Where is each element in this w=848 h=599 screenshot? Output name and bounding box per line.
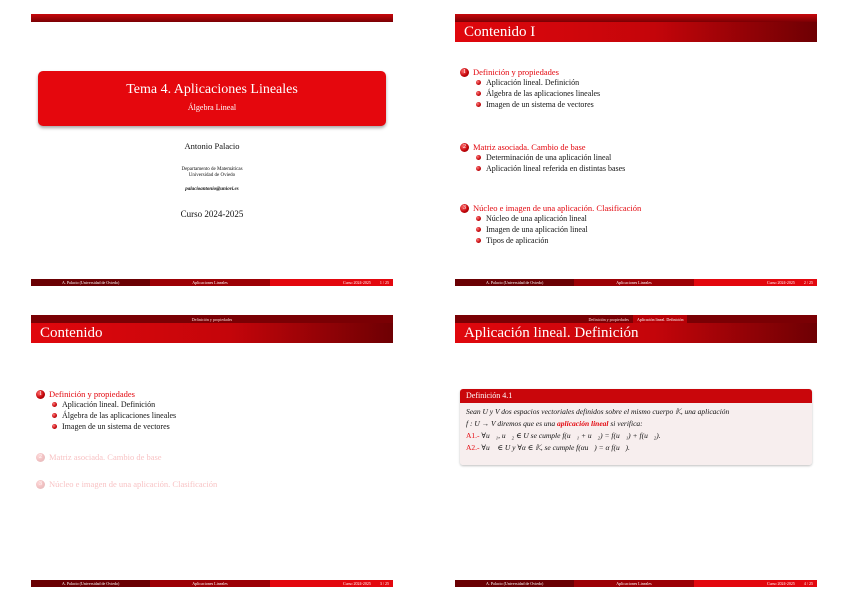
definition-line: Sean U y V dos espacios vectoriales definidos sobre el mismo cuerpo 𝕂, una aplicación: [466, 407, 730, 416]
slide-contents-1: [455, 14, 817, 286]
section-label: Núcleo e imagen de una aplicación. Clasificación: [473, 203, 642, 213]
subsection-label: Aplicación lineal. Definición: [62, 400, 156, 409]
section-label: Matriz asociada. Cambio de base: [473, 142, 586, 152]
axiom-text: ∀u⃗₁, u⃗₂ ∈ U se cumple f(u⃗₁ + u⃗₂) = f(u⃗₁) + f(u⃗₂).: [481, 431, 661, 440]
toc-section-title[interactable]: [36, 389, 176, 399]
section-number-icon: 1: [460, 68, 469, 77]
slide-contents-2: [31, 315, 393, 587]
subsection-label: Determinación de una aplicación lineal: [486, 153, 612, 162]
title-box: [38, 71, 386, 126]
footer-author: A. Palacio (Universidad de Oviedo): [455, 580, 574, 587]
toc-section-title[interactable]: [36, 479, 217, 489]
toc-section: [36, 389, 176, 432]
navigation-strip: [455, 315, 817, 323]
slide-title: [31, 14, 393, 286]
footer-course: Curso 2024-2025: [766, 581, 795, 586]
bullet-icon: [476, 102, 481, 107]
footer-author: A. Palacio (Universidad de Oviedo): [455, 279, 574, 286]
page-number: 2 / 25: [803, 280, 813, 285]
toc-subsection[interactable]: [52, 421, 176, 432]
bullet-icon: [476, 238, 481, 243]
page-number: 4 / 25: [803, 581, 813, 586]
bullet-icon: [52, 424, 57, 429]
author-name: Antonio Palacio: [184, 141, 240, 151]
footer-author: A. Palacio (Universidad de Oviedo): [31, 580, 150, 587]
toc-section: [460, 67, 600, 110]
bullet-icon: [52, 413, 57, 418]
nav-section[interactable]: Definición y propiedades: [191, 317, 233, 322]
toc-section-title[interactable]: [460, 67, 600, 77]
axiom-label: A1.-: [466, 431, 480, 440]
frame-title-bar: [31, 323, 393, 343]
footer-right: [270, 279, 393, 286]
page-number: 3 / 25: [379, 581, 389, 586]
subsection-label: Imagen de un sistema de vectores: [486, 100, 594, 109]
toc-section: [460, 142, 625, 174]
bullet-icon: [476, 227, 481, 232]
footer-title: Aplicaciones Lineales: [574, 279, 693, 286]
bullet-icon: [476, 155, 481, 160]
bullet-icon: [476, 216, 481, 221]
toc-section: [460, 203, 641, 246]
institution: [31, 167, 393, 179]
footer: [455, 580, 817, 587]
section-label: Matriz asociada. Cambio de base: [49, 452, 162, 462]
footer-author: A. Palacio (Universidad de Oviedo): [31, 279, 150, 286]
presentation-title: Tema 4. Aplicaciones Lineales: [126, 82, 298, 97]
nav-section[interactable]: Definición y propiedades: [588, 317, 629, 322]
footer-course: Curso 2024-2025: [342, 581, 371, 586]
toc-subsection[interactable]: [52, 410, 176, 421]
subsection-label: Aplicación lineal. Definición: [486, 78, 580, 87]
page-number: 1 / 25: [379, 280, 389, 285]
toc-section-title[interactable]: [36, 452, 162, 462]
frame-title: Contenido: [40, 325, 103, 341]
bullet-icon: [52, 402, 57, 407]
footer: [31, 580, 393, 587]
subsection-label: Álgebra de las aplicaciones lineales: [486, 89, 601, 98]
subsection-label: Núcleo de una aplicación lineal: [486, 214, 587, 223]
presentation-subtitle: Álgebra Lineal: [187, 103, 237, 112]
footer-right: [694, 279, 817, 286]
toc-section-title[interactable]: [460, 203, 641, 213]
footer-course: Curso 2024-2025: [766, 280, 795, 285]
section-number-icon: 2: [460, 143, 469, 152]
section-number-icon: 2: [36, 453, 45, 462]
footer-right: [270, 580, 393, 587]
slide-definition: [455, 315, 817, 587]
frame-title-bar: [455, 22, 817, 42]
toc-subsection[interactable]: [476, 152, 625, 163]
toc-subsection[interactable]: [476, 213, 641, 224]
subsection-label: Aplicación lineal referida en distintas bases: [486, 164, 626, 173]
section-number-icon: 1: [36, 390, 45, 399]
bullet-icon: [476, 91, 481, 96]
definition-line: [466, 418, 806, 430]
toc-section-dimmed: [36, 452, 162, 462]
toc-subsection[interactable]: [476, 163, 625, 174]
toc-subsection[interactable]: [476, 77, 600, 88]
subsection-label: Imagen de una aplicación lineal: [486, 225, 588, 234]
nav-subsection-current[interactable]: Aplicación lineal. Definición: [633, 315, 688, 323]
axiom-a2: [466, 442, 806, 454]
university: Universidad de Oviedo: [188, 173, 236, 178]
bullet-icon: [476, 166, 481, 171]
frame-title-bar: [455, 323, 817, 343]
subsection-label: Imagen de un sistema de vectores: [62, 422, 170, 431]
section-number-icon: 3: [460, 204, 469, 213]
footer-right: [694, 580, 817, 587]
bullet-icon: [476, 80, 481, 85]
toc-subsection[interactable]: [476, 224, 641, 235]
subsection-label: Tipos de aplicación: [486, 236, 549, 245]
section-label: Definición y propiedades: [49, 389, 135, 399]
axiom-text: ∀u⃗ ∈ U y ∀α ∈ 𝕂, se cumple f(αu⃗) = α f(u⃗).: [481, 443, 630, 452]
frame-title: Contenido I: [464, 24, 536, 40]
axiom-label: A2.-: [466, 443, 480, 452]
toc-subsection[interactable]: [52, 399, 176, 410]
definition-text: f : U → V diremos que es una: [466, 419, 558, 428]
toc-subsection[interactable]: [476, 88, 600, 99]
toc-subsection[interactable]: [476, 99, 600, 110]
department: Departamento de Matemáticas: [181, 167, 243, 172]
footer-title: Aplicaciones Lineales: [150, 279, 269, 286]
section-label: Núcleo e imagen de una aplicación. Clasificación: [49, 479, 218, 489]
definition-text: si verifica:: [608, 419, 643, 428]
toc-section-title[interactable]: [460, 142, 625, 152]
author-email: palacioantonio@uniovi.es: [185, 187, 239, 192]
definition-block: [460, 389, 812, 465]
section-number-icon: 3: [36, 480, 45, 489]
definition-body: [460, 403, 812, 465]
footer: [31, 279, 393, 286]
toc-section-dimmed: [36, 479, 217, 489]
definition-title: Definición 4.1: [460, 389, 812, 403]
subsection-label: Álgebra de las aplicaciones lineales: [62, 411, 177, 420]
definition-highlight: aplicación lineal: [557, 419, 609, 428]
course-date: Curso 2024-2025: [180, 209, 244, 219]
footer-title: Aplicaciones Lineales: [150, 580, 269, 587]
frame-title: Aplicación lineal. Definición: [464, 325, 639, 341]
footer-title: Aplicaciones Lineales: [574, 580, 693, 587]
footer-course: Curso 2024-2025: [342, 280, 371, 285]
navigation-strip: [31, 315, 393, 323]
footer: [455, 279, 817, 286]
toc-subsection[interactable]: [476, 235, 641, 246]
section-label: Definición y propiedades: [473, 67, 559, 77]
top-bar: [455, 14, 817, 22]
axiom-a1: [466, 430, 806, 442]
top-bar: [31, 14, 393, 22]
